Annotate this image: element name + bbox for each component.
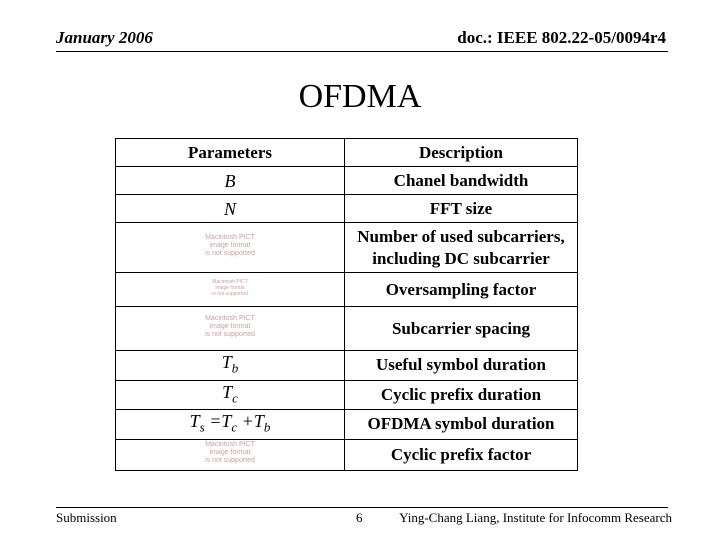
pict-text: Macintosh PICT: [212, 278, 248, 285]
desc-cell: [345, 223, 578, 273]
param-cell: [116, 273, 345, 307]
header-doc-id: doc.: IEEE 802.22-05/0094r4: [457, 28, 666, 47]
symbol-subscript: c: [232, 390, 238, 406]
pict-text: is not supported: [205, 250, 255, 257]
footer-author: Ying-Chang Liang, Institute for Infocomm Research: [399, 510, 672, 525]
column-header-parameters: Parameters: [116, 139, 345, 167]
desc-cell: Chanel bandwidth: [345, 167, 578, 195]
pict-text: image format: [209, 323, 251, 330]
table-row: [116, 380, 578, 410]
table-row: [116, 439, 578, 470]
pict-text: image format: [209, 449, 251, 457]
desc-cell: Cyclic prefix factor: [345, 439, 578, 470]
pict-text: is not supported: [205, 457, 255, 465]
symbol-main: T: [221, 352, 232, 372]
desc-cell: FFT size: [345, 195, 578, 223]
param-cell: B: [116, 167, 345, 195]
desc-cell: OFDMA symbol duration: [345, 410, 578, 440]
pict-text: Macintosh PICT: [205, 441, 255, 449]
symbol-main: T: [222, 381, 233, 402]
param-cell: [116, 380, 345, 410]
unsupported-pict-image: [205, 234, 255, 258]
slide-title: OFDMA: [298, 78, 422, 115]
parameters-table: [115, 138, 578, 471]
column-header-description: Description: [345, 139, 578, 167]
table-row: [116, 195, 578, 223]
param-cell: [116, 410, 345, 440]
pict-text: is not supported: [212, 290, 248, 297]
table-row: [116, 410, 578, 440]
desc-cell: Cyclic prefix duration: [345, 380, 578, 410]
symbol-main: =T: [204, 411, 232, 432]
table-row: [116, 273, 578, 307]
table-row: [116, 167, 578, 195]
param-cell: [116, 307, 345, 351]
table-row: [116, 351, 578, 381]
footer-submission: Submission: [56, 510, 117, 525]
pict-text: Macintosh PICT: [205, 315, 255, 322]
footer-page-number: 6: [356, 510, 363, 525]
symbol-subscript: b: [231, 360, 239, 376]
param-cell: [116, 223, 345, 273]
pict-text: Macintosh PICT: [205, 234, 255, 241]
desc-cell: Useful symbol duration: [345, 351, 578, 381]
symbol-subscript: b: [263, 419, 271, 435]
symbol-main: T: [189, 411, 200, 432]
table-row: [116, 307, 578, 351]
pict-text: image format: [215, 284, 245, 291]
symbol-subscript: c: [231, 419, 238, 435]
symbol-main: +T: [237, 411, 264, 432]
param-cell: [116, 439, 345, 470]
param-cell: N: [116, 195, 345, 223]
desc-line: Number of used subcarriers,: [357, 226, 565, 246]
unsupported-pict-image: [205, 315, 255, 339]
unsupported-pict-image: [205, 441, 255, 465]
desc-cell: Subcarrier spacing: [345, 307, 578, 351]
header-date: January 2006: [56, 28, 153, 47]
symbol-subscript: s: [199, 419, 205, 435]
param-cell: [116, 351, 345, 381]
pict-text: image format: [209, 242, 251, 249]
footer-divider: [56, 507, 668, 508]
pict-text: is not supported: [205, 331, 255, 338]
unsupported-pict-image: [212, 279, 248, 297]
table-header-row: [116, 139, 578, 167]
table-row: [116, 223, 578, 273]
desc-line: including DC subcarrier: [372, 248, 550, 268]
desc-cell: Oversampling factor: [345, 273, 578, 307]
header-divider: [56, 51, 668, 52]
